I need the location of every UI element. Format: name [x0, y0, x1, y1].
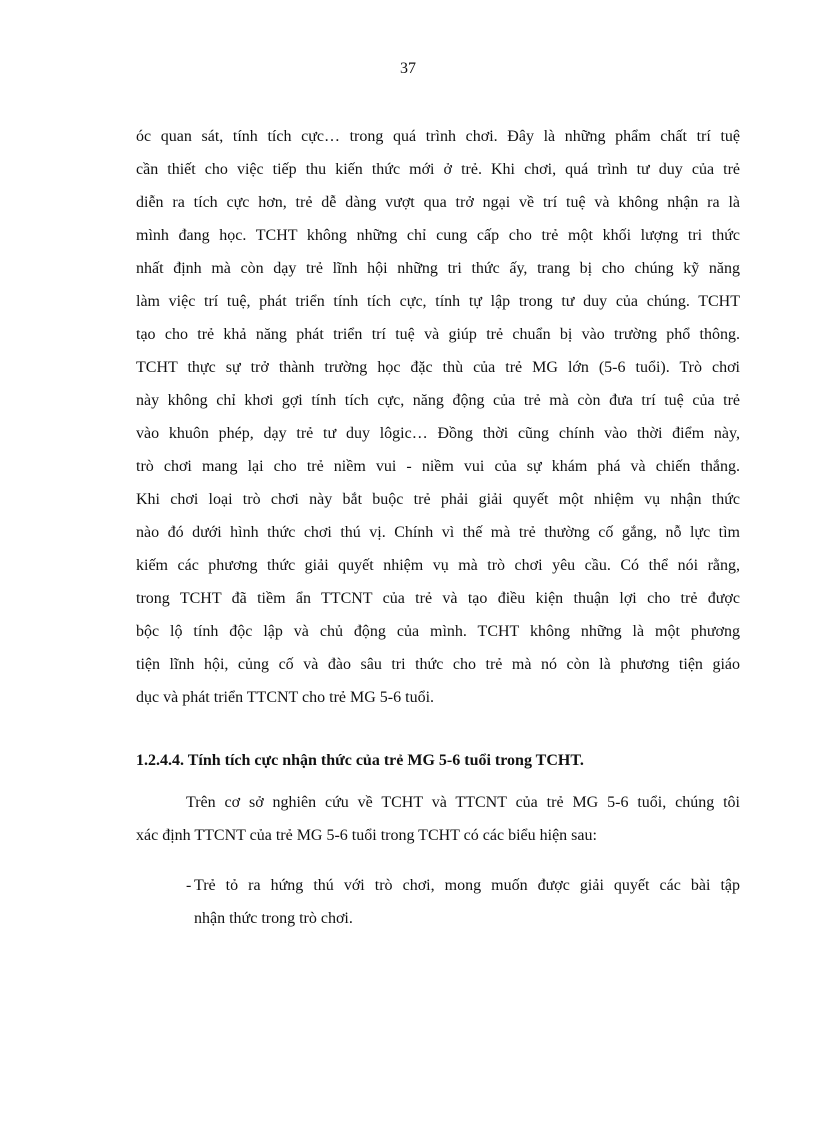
text-line: nhận thức trong trò chơi.	[194, 910, 353, 927]
text-line: diễn ra tích cực hơn, trẻ dễ dàng vượt qua trở ngại về trí tuệ và không nhận ra là	[136, 194, 740, 211]
paragraph-2	[136, 786, 740, 852]
text-line: tạo cho trẻ khả năng phát triển trí tuệ và giúp trẻ chuẩn bị vào trường phổ thông.	[136, 326, 740, 343]
text-line: nhất định mà còn dạy trẻ lĩnh hội những tri thức ấy, trang bị cho chúng kỹ năng	[136, 260, 740, 277]
text-line: này không chỉ khơi gợi tính tích cực, năng động của trẻ mà còn đưa trí tuệ của trẻ	[136, 392, 740, 409]
text-line: cần thiết cho việc tiếp thu kiến thức mới ở trẻ. Khi chơi, quá trình tư duy của trẻ	[136, 161, 740, 178]
text-line: nào đó dưới hình thức chơi thú vị. Chính vì thế mà trẻ thường cố gắng, nỗ lực tìm	[136, 524, 740, 541]
paragraph-1	[136, 120, 740, 714]
text-line: trò chơi mang lại cho trẻ niềm vui - niềm vui của sự khám phá và chiến thắng.	[136, 458, 740, 475]
text-line: Khi chơi loại trò chơi này bắt buộc trẻ phải giải quyết một nhiệm vụ nhận thức	[136, 491, 740, 508]
bullet-marker: -	[186, 877, 192, 894]
text-line: trong TCHT đã tiềm ẩn TTCNT của trẻ và tạo điều kiện thuận lợi cho trẻ được	[136, 590, 740, 607]
bullet-list	[136, 869, 740, 935]
text-line: kiếm các phương thức giải quyết nhiệm vụ mà trò chơi yêu cầu. Có thể nói rằng,	[136, 557, 740, 574]
text-line: dục và phát triển TTCNT cho trẻ MG 5-6 tuổi.	[136, 689, 435, 706]
text-line: Trẻ tỏ ra hứng thú với trò chơi, mong muốn được giải quyết các bài tập	[194, 877, 740, 894]
text-line: làm việc trí tuệ, phát triển tính tích cực, tính tự lập trong tư duy của chúng. TCHT	[136, 293, 740, 310]
text-line: mình đang học. TCHT không những chỉ cung cấp cho trẻ một khối lượng tri thức	[136, 227, 740, 244]
list-item	[136, 869, 740, 935]
text-line: xác định TTCNT của trẻ MG 5-6 tuổi trong TCHT có các biểu hiện sau:	[136, 827, 597, 844]
section-heading: 1.2.4.4. Tính tích cực nhận thức của trẻ MG 5-6 tuổi trong TCHT.	[136, 752, 584, 769]
text-line: bộc lộ tính độc lập và chủ động của mình. TCHT không những là một phương	[136, 623, 740, 640]
text-line: tiện lĩnh hội, củng cố và đào sâu tri thức cho trẻ mà nó còn là phương tiện giáo	[136, 656, 740, 673]
text-line: TCHT thực sự trở thành trường học đặc thù của trẻ MG lớn (5-6 tuổi). Trò chơi	[136, 359, 740, 376]
text-line: Trên cơ sở nghiên cứu về TCHT và TTCNT của trẻ MG 5-6 tuổi, chúng tôi	[186, 794, 740, 811]
text-line: óc quan sát, tính tích cực… trong quá trình chơi. Đây là những phẩm chất trí tuệ	[136, 128, 740, 145]
page-number: 37	[400, 60, 416, 77]
text-line: vào khuôn phép, dạy trẻ tư duy lôgic… Đồng thời cũng chính vào thời điểm này,	[136, 425, 740, 442]
